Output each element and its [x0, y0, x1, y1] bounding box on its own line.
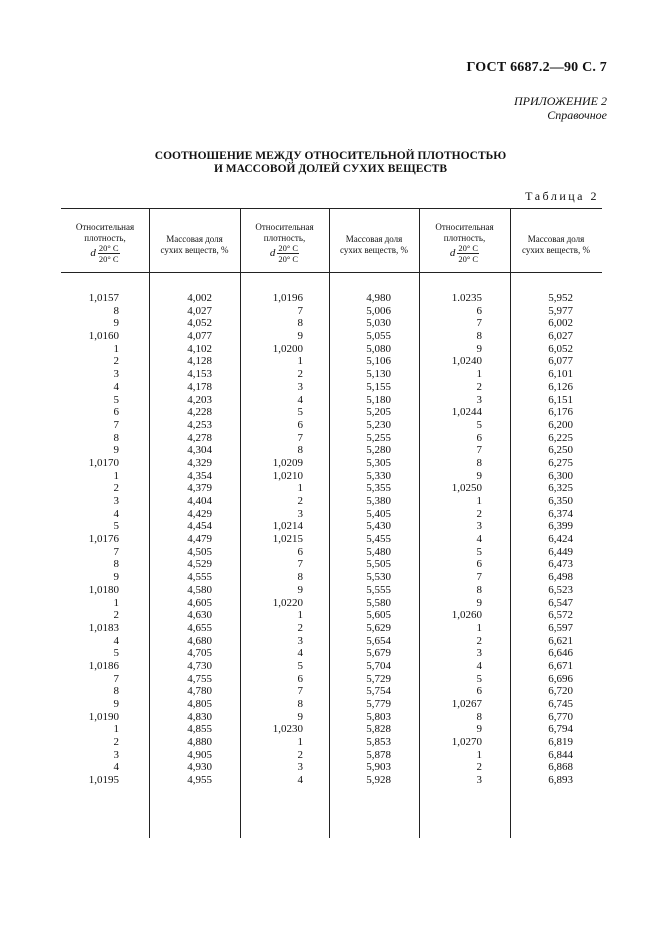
mass-cell: 6,250 — [548, 444, 573, 457]
mass-cell: 5,280 — [366, 444, 391, 457]
appendix-type: Справочное — [547, 108, 607, 122]
density-header-line-1: Относительная — [75, 222, 135, 232]
mass-cell: 6,126 — [548, 380, 573, 393]
mass-cell: 4,680 — [187, 634, 212, 647]
density-cell: 9 — [113, 317, 119, 330]
density-header-line-1: Относительная — [435, 222, 494, 232]
density-header-line-2: плотность, — [443, 232, 486, 243]
mass-cell: 5,305 — [366, 456, 391, 469]
density-cell: 1 — [476, 621, 482, 634]
density-column-3 — [419, 292, 482, 787]
mass-cell: 4,278 — [187, 431, 212, 444]
density-cell: 3 — [297, 634, 303, 647]
density-cell: 7 — [297, 431, 303, 444]
density-denominator: 20° C — [458, 254, 479, 264]
mass-cell: 4,228 — [187, 406, 212, 419]
density-symbol: d — [90, 247, 96, 260]
density-cell: 1 — [113, 342, 119, 355]
table-header-rule — [61, 272, 602, 273]
density-cell: 1,0220 — [272, 596, 303, 609]
density-cell: 9 — [476, 342, 482, 355]
density-numerator: 20° C — [98, 243, 119, 253]
density-denominator: 20° C — [278, 254, 299, 264]
density-header-line-1: Относительная — [255, 222, 314, 232]
mass-cell: 5,803 — [366, 710, 391, 723]
density-cell: 1 — [113, 469, 119, 482]
mass-cell: 5,903 — [366, 761, 391, 774]
density-cell: 4 — [113, 507, 119, 520]
density-cell: 6 — [476, 304, 482, 317]
mass-cell: 4,980 — [366, 292, 391, 304]
density-cell: 3 — [476, 774, 482, 787]
density-cell: 3 — [113, 748, 119, 761]
density-formula — [90, 243, 119, 264]
mass-cell: 4,052 — [187, 317, 212, 330]
density-cell: 7 — [476, 317, 482, 330]
mass-cell: 5,380 — [366, 495, 391, 507]
density-cell: 1 — [476, 748, 482, 761]
density-cell: 4 — [297, 647, 303, 660]
mass-cell: 4,555 — [187, 571, 212, 584]
density-cell: 2 — [297, 748, 303, 761]
density-cell: 3 — [113, 368, 119, 381]
density-numerator: 20° C — [458, 243, 479, 253]
density-denominator: 20° C — [98, 254, 119, 264]
mass-cell: 4,479 — [187, 533, 212, 546]
mass-cell: 5,704 — [366, 659, 391, 672]
mass-cell: 6,275 — [548, 456, 573, 469]
table-top-rule — [61, 208, 602, 209]
mass-cell: 6,745 — [548, 698, 573, 710]
density-numerator: 20° C — [278, 243, 299, 253]
density-cell: 2 — [113, 482, 119, 495]
density-cell: 7 — [297, 558, 303, 571]
standard-header: ГОСТ 6687.2—90 С. 7 — [466, 60, 607, 75]
density-cell: 6 — [476, 431, 482, 444]
mass-cell: 4,930 — [187, 761, 212, 774]
mass-cell: 6,770 — [548, 710, 573, 723]
mass-cell: 5,952 — [548, 292, 573, 304]
mass-cell: 6,225 — [548, 431, 573, 444]
density-column-2 — [240, 292, 303, 787]
mass-cell: 6,399 — [548, 520, 573, 533]
density-cell: 9 — [297, 583, 303, 596]
mass-cell: 5,230 — [366, 418, 391, 431]
density-cell: 1,0170 — [88, 456, 119, 469]
density-cell: 3 — [297, 761, 303, 774]
density-column-header — [240, 222, 329, 264]
density-formula — [270, 243, 299, 264]
density-cell: 9 — [113, 698, 119, 710]
mass-cell: 5,530 — [366, 571, 391, 584]
mass-cell: 4,454 — [187, 520, 212, 533]
mass-cell: 5,754 — [366, 685, 391, 698]
mass-cell: 6,696 — [548, 672, 573, 685]
mass-cell: 6,868 — [548, 761, 573, 774]
mass-cell: 4,780 — [187, 685, 212, 698]
mass-cell: 5,405 — [366, 507, 391, 520]
density-cell: 9 — [297, 330, 303, 343]
density-cell: 4 — [297, 774, 303, 787]
mass-cell: 6,027 — [548, 330, 573, 343]
density-cell: 3 — [113, 495, 119, 507]
mass-cell: 5,605 — [366, 609, 391, 622]
density-cell: 1,0215 — [272, 533, 303, 546]
mass-column-header — [329, 234, 419, 255]
mass-cell: 6,101 — [548, 368, 573, 381]
title-line-1: СООТНОШЕНИЕ МЕЖДУ ОТНОСИТЕЛЬНОЙ ПЛОТНОСТЬЮ — [154, 150, 507, 162]
mass-cell: 4,655 — [187, 621, 212, 634]
density-cell: 3 — [476, 393, 482, 406]
density-header-line-2: плотность, — [84, 232, 126, 243]
mass-cell: 4,505 — [187, 545, 212, 558]
mass-cell: 6,151 — [548, 393, 573, 406]
mass-cell: 4,077 — [187, 330, 212, 343]
density-cell: 8 — [113, 304, 119, 317]
density-cell: 1,0267 — [451, 698, 482, 710]
density-cell: 8 — [297, 317, 303, 330]
density-cell: 1,0244 — [451, 406, 482, 419]
density-cell: 8 — [297, 444, 303, 457]
mass-cell: 6,300 — [548, 469, 573, 482]
density-cell: 3 — [476, 520, 482, 533]
mass-cell: 6,052 — [548, 342, 573, 355]
mass-cell: 6,893 — [548, 774, 573, 787]
mass-cell: 5,030 — [366, 317, 391, 330]
mass-cell: 4,905 — [187, 748, 212, 761]
density-cell: 2 — [297, 621, 303, 634]
mass-cell: 4,404 — [187, 495, 212, 507]
mass-cell: 4,128 — [187, 355, 212, 368]
mass-cell: 4,379 — [187, 482, 212, 495]
mass-cell: 5,729 — [366, 672, 391, 685]
mass-cell: 4,880 — [187, 736, 212, 749]
density-cell: 9 — [476, 469, 482, 482]
density-symbol: d — [449, 247, 456, 260]
mass-cell: 5,928 — [366, 774, 391, 787]
mass-cell: 4,855 — [187, 723, 212, 736]
mass-cell: 4,203 — [187, 393, 212, 406]
mass-cell: 4,329 — [187, 456, 212, 469]
density-cell: 4 — [476, 659, 482, 672]
density-cell: 5 — [297, 659, 303, 672]
density-cell: 9 — [113, 444, 119, 457]
mass-cell: 4,755 — [187, 672, 212, 685]
density-cell: 8 — [297, 698, 303, 710]
density-cell: 6 — [297, 545, 303, 558]
mass-cell: 4,429 — [187, 507, 212, 520]
mass-cell: 5,430 — [366, 520, 391, 533]
density-cell: 1,0230 — [272, 723, 303, 736]
density-cell: 6 — [297, 418, 303, 431]
mass-cell: 6,819 — [548, 736, 573, 749]
mass-cell: 5,555 — [366, 583, 391, 596]
mass-cell: 6,325 — [548, 482, 573, 495]
density-cell: 1 — [113, 723, 119, 736]
density-cell: 8 — [297, 571, 303, 584]
density-formula — [450, 243, 479, 264]
mass-cell: 4,002 — [187, 292, 212, 304]
density-column-header — [61, 222, 149, 264]
density-cell: 8 — [476, 330, 482, 343]
density-cell: 1,0195 — [88, 774, 119, 787]
density-cell: 1 — [297, 355, 303, 368]
mass-header-line-2: сухих веществ, % — [340, 244, 408, 255]
density-cell: 1,0210 — [272, 469, 303, 482]
density-cell: 1,0250 — [451, 482, 482, 495]
density-cell: 9 — [476, 596, 482, 609]
density-cell: 1,0190 — [88, 710, 119, 723]
mass-cell: 5,629 — [366, 621, 391, 634]
density-cell: 1,0240 — [451, 355, 482, 368]
mass-cell: 4,529 — [187, 558, 212, 571]
density-cell: 2 — [113, 355, 119, 368]
mass-header-line-1: Массовая доля — [166, 234, 223, 244]
mass-cell: 5,180 — [366, 393, 391, 406]
density-cell: 7 — [113, 545, 119, 558]
mass-cell: 5,828 — [366, 723, 391, 736]
mass-cell: 4,354 — [187, 469, 212, 482]
density-cell: 8 — [113, 431, 119, 444]
mass-cell: 5,106 — [366, 355, 391, 368]
density-cell: 1,0183 — [88, 621, 119, 634]
mass-cell: 6,002 — [548, 317, 573, 330]
density-cell: 8 — [113, 558, 119, 571]
density-cell: 7 — [113, 418, 119, 431]
mass-cell: 6,547 — [548, 596, 573, 609]
mass-cell: 6,200 — [548, 418, 573, 431]
density-cell: 1,0209 — [272, 456, 303, 469]
density-cell: 5 — [113, 647, 119, 660]
mass-cell: 4,178 — [187, 380, 212, 393]
mass-header-line-1: Массовая доля — [527, 234, 585, 244]
mass-cell: 5,977 — [548, 304, 573, 317]
mass-column-header — [510, 234, 602, 255]
density-cell: 6 — [113, 406, 119, 419]
mass-cell: 6,794 — [548, 723, 573, 736]
mass-cell: 6,176 — [548, 406, 573, 419]
mass-column-header — [149, 234, 240, 255]
density-cell: 1,0214 — [272, 520, 303, 533]
density-cell: 1 — [113, 596, 119, 609]
density-cell: 3 — [297, 507, 303, 520]
mass-cell: 5,505 — [366, 558, 391, 571]
mass-cell: 6,498 — [548, 571, 573, 584]
mass-cell: 5,006 — [366, 304, 391, 317]
density-cell: 1,0160 — [88, 330, 119, 343]
mass-column-1 — [149, 292, 212, 787]
density-cell: 7 — [476, 444, 482, 457]
density-cell: 1,0260 — [451, 609, 482, 622]
mass-cell: 6,350 — [548, 495, 573, 507]
density-cell: 7 — [113, 672, 119, 685]
density-header-line-2: плотность, — [263, 232, 306, 243]
density-cell: 1,0200 — [272, 342, 303, 355]
mass-header-line-2: сухих веществ, % — [522, 244, 590, 255]
density-cell: 1,0157 — [88, 292, 119, 304]
mass-cell: 5,080 — [366, 342, 391, 355]
mass-cell: 5,853 — [366, 736, 391, 749]
density-cell: 7 — [297, 304, 303, 317]
appendix-title: ПРИЛОЖЕНИЕ 2 — [514, 94, 607, 108]
density-cell: 3 — [476, 647, 482, 660]
mass-cell: 4,102 — [187, 342, 212, 355]
density-cell: 8 — [476, 456, 482, 469]
appendix-label — [514, 94, 607, 122]
density-cell: 2 — [476, 761, 482, 774]
density-cell: 1,0270 — [451, 736, 482, 749]
mass-header-line-1: Массовая доля — [345, 234, 403, 244]
density-cell: 1.0235 — [451, 292, 482, 304]
density-table — [61, 208, 602, 838]
density-cell: 2 — [297, 368, 303, 381]
mass-column-2 — [329, 292, 391, 787]
mass-cell: 4,580 — [187, 583, 212, 596]
density-cell: 1 — [297, 609, 303, 622]
mass-cell: 6,523 — [548, 583, 573, 596]
density-cell: 1 — [476, 495, 482, 507]
density-cell: 5 — [476, 418, 482, 431]
mass-cell: 4,304 — [187, 444, 212, 457]
mass-cell: 5,580 — [366, 596, 391, 609]
mass-column-3 — [510, 292, 573, 787]
title-line-2: И МАССОВОЙ ДОЛЕЙ СУХИХ ВЕЩЕСТВ — [213, 163, 448, 175]
table-number: Таблица 2 — [525, 189, 599, 203]
density-cell: 5 — [297, 406, 303, 419]
density-cell: 2 — [113, 609, 119, 622]
density-cell: 7 — [297, 685, 303, 698]
density-column-header — [419, 222, 510, 264]
density-cell: 4 — [113, 761, 119, 774]
mass-cell: 6,449 — [548, 545, 573, 558]
density-cell: 9 — [297, 710, 303, 723]
density-cell: 1 — [297, 736, 303, 749]
density-cell: 5 — [113, 520, 119, 533]
mass-cell: 4,630 — [187, 609, 212, 622]
mass-cell: 5,455 — [366, 533, 391, 546]
mass-cell: 6,424 — [548, 533, 573, 546]
mass-cell: 4,153 — [187, 368, 212, 381]
mass-cell: 5,155 — [366, 380, 391, 393]
density-cell: 6 — [476, 685, 482, 698]
density-cell: 2 — [476, 507, 482, 520]
mass-cell: 4,955 — [187, 774, 212, 787]
mass-cell: 5,779 — [366, 698, 391, 710]
density-cell: 5 — [476, 545, 482, 558]
mass-cell: 6,077 — [548, 355, 573, 368]
density-cell: 6 — [476, 558, 482, 571]
mass-cell: 6,621 — [548, 634, 573, 647]
density-cell: 3 — [297, 380, 303, 393]
mass-cell: 5,654 — [366, 634, 391, 647]
mass-header-line-2: сухих веществ, % — [160, 244, 229, 255]
density-cell: 5 — [113, 393, 119, 406]
density-cell: 1 — [476, 368, 482, 381]
density-cell: 8 — [113, 685, 119, 698]
density-cell: 1,0180 — [88, 583, 119, 596]
density-cell: 8 — [476, 710, 482, 723]
density-cell: 9 — [113, 571, 119, 584]
mass-cell: 6,597 — [548, 621, 573, 634]
mass-cell: 5,205 — [366, 406, 391, 419]
mass-cell: 6,720 — [548, 685, 573, 698]
density-cell: 1,0176 — [88, 533, 119, 546]
density-cell: 4 — [113, 380, 119, 393]
mass-cell: 5,355 — [366, 482, 391, 495]
density-cell: 7 — [476, 571, 482, 584]
density-cell: 4 — [113, 634, 119, 647]
mass-cell: 4,027 — [187, 304, 212, 317]
mass-cell: 5,130 — [366, 368, 391, 381]
density-cell: 2 — [476, 634, 482, 647]
mass-cell: 6,844 — [548, 748, 573, 761]
mass-cell: 5,255 — [366, 431, 391, 444]
density-cell: 2 — [113, 736, 119, 749]
density-cell: 1 — [297, 482, 303, 495]
mass-cell: 5,330 — [366, 469, 391, 482]
mass-cell: 6,473 — [548, 558, 573, 571]
page-title — [0, 150, 661, 176]
density-cell: 2 — [297, 495, 303, 507]
density-cell: 2 — [476, 380, 482, 393]
density-cell: 1,0196 — [272, 292, 303, 304]
mass-cell: 4,253 — [187, 418, 212, 431]
density-cell: 5 — [476, 672, 482, 685]
mass-cell: 4,705 — [187, 647, 212, 660]
density-column-1 — [61, 292, 119, 787]
mass-cell: 6,671 — [548, 659, 573, 672]
mass-cell: 6,572 — [548, 609, 573, 622]
mass-cell: 5,480 — [366, 545, 391, 558]
mass-cell: 4,805 — [187, 698, 212, 710]
mass-cell: 4,730 — [187, 659, 212, 672]
density-cell: 6 — [297, 672, 303, 685]
density-symbol: d — [269, 247, 276, 260]
mass-cell: 4,605 — [187, 596, 212, 609]
density-cell: 8 — [476, 583, 482, 596]
density-cell: 4 — [297, 393, 303, 406]
mass-cell: 5,055 — [366, 330, 391, 343]
mass-cell: 5,679 — [366, 647, 391, 660]
mass-cell: 6,374 — [548, 507, 573, 520]
density-cell: 1,0186 — [88, 659, 119, 672]
mass-cell: 4,830 — [187, 710, 212, 723]
density-cell: 9 — [476, 723, 482, 736]
density-cell: 4 — [476, 533, 482, 546]
mass-cell: 6,646 — [548, 647, 573, 660]
mass-cell: 5,878 — [366, 748, 391, 761]
